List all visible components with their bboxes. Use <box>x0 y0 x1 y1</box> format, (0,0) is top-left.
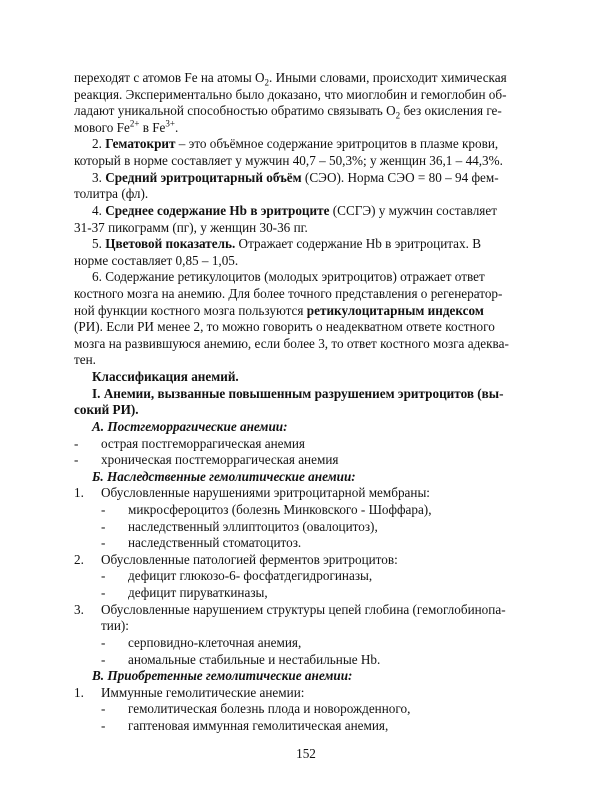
subsection-heading-b: Б. Наследственные гемолитические анемии: <box>92 469 356 484</box>
classification-heading: Классификация анемий. <box>92 369 239 384</box>
text-line: 31-37 пикограмм (пг), у женщин 30-36 пг. <box>74 220 308 235</box>
subsection-heading-a: А. Постгеморрагические анемии: <box>92 419 288 434</box>
list-item: микросфероцитоз (болезнь Минковского - Шоффара), <box>128 502 432 517</box>
list-marker: - <box>101 535 106 550</box>
list-marker: - <box>74 452 79 467</box>
text-line: норме составляет 0,85 – 1,05. <box>74 253 239 268</box>
paragraph-hematocrit: 2. Гематокрит – это объёмное содержание эритроцитов в плазме крови, <box>92 136 499 151</box>
list-group-title-cont: тии): <box>101 618 129 633</box>
list-marker: - <box>101 585 106 600</box>
list-number: 1. <box>74 485 84 500</box>
page-number: 152 <box>296 746 316 761</box>
list-item: дефицит глюкозо-6- фосфатдегидрогиназы, <box>128 568 373 583</box>
list-item: гаптеновая иммунная гемолитическая анемия, <box>128 718 389 733</box>
text-line: ной функции костного мозга пользуются ретикулоцитарным индексом <box>74 303 484 318</box>
text-line: переходят с атомов Fe на атомы $O_2$. Иными словами, происходит химическая <box>74 70 507 88</box>
list-group-title: Иммунные гемолитические анемии: <box>101 685 305 700</box>
list-marker: - <box>101 568 106 583</box>
paragraph-color-index: 5. Цветовой показатель. Отражает содержание Hb в эритроцитах. В <box>92 236 482 251</box>
text-line: тен. <box>74 352 96 367</box>
section-heading-cont: сокий РИ). <box>74 402 139 417</box>
list-item: хроническая постгеморрагическая анемия <box>101 452 339 467</box>
text-line: костного мозга на анемию. Для более точного представления о регенератор- <box>74 286 503 301</box>
list-item: гемолитическая болезнь плода и новорожденного, <box>128 701 411 716</box>
list-item: аномальные стабильные и нестабильные Hb. <box>128 652 381 667</box>
list-group-title: Обусловленные патологией ферментов эритроцитов: <box>101 552 398 567</box>
list-number: 2. <box>74 552 84 567</box>
list-marker: - <box>101 718 106 733</box>
list-group-title: Обусловленные нарушением структуры цепей глобина (гемоглобинопа- <box>101 602 506 617</box>
term-mcv: Средний эритроцитарный объём <box>105 170 302 185</box>
text-line: который в норме составляет у мужчин 40,7 – 50,3%; у женщин 36,1 – 44,3%. <box>74 153 503 168</box>
list-group-title: Обусловленные нарушениями эритроцитарной мембраны: <box>101 485 430 500</box>
paragraph-mcv: 3. Средний эритроцитарный объём (СЭО). Норма СЭО = 80 – 94 фем- <box>92 170 499 185</box>
section-heading: I. Анемии, вызванные повышенным разрушением эритроцитов (вы- <box>92 386 504 401</box>
text-line: толитра (фл). <box>74 186 149 201</box>
text-line: (РИ). Если РИ менее 2, то можно говорить о неадекватном ответе костного <box>74 319 495 334</box>
text-line: мового $Fe^{2+}$ в $Fe^{3+}$. <box>74 118 179 135</box>
list-number: 3. <box>74 602 84 617</box>
list-item: дефицит пируваткиназы, <box>128 585 268 600</box>
list-marker: - <box>101 519 106 534</box>
list-marker: - <box>74 436 79 451</box>
paragraph-mch: 4. Среднее содержание Hb в эритроците (ССГЭ) у мужчин составляет <box>92 203 497 218</box>
text-line: реакция. Экспериментально было доказано, что миоглобин и гемоглобин об- <box>74 87 507 102</box>
list-item: серповидно-клеточная анемия, <box>128 635 302 650</box>
term-hematocrit: Гематокрит <box>105 136 176 151</box>
term-color-index: Цветовой показатель. <box>105 236 236 251</box>
list-marker: - <box>101 635 106 650</box>
term-mch: Среднее содержание Hb в эритроците <box>105 203 330 218</box>
list-number: 1. <box>74 685 84 700</box>
list-item: острая постгеморрагическая анемия <box>101 436 305 451</box>
text-line: мозга на развившуюся анемию, если более 3, то ответ костного мозга адеква- <box>74 336 509 351</box>
list-item: наследственный стоматоцитоз. <box>128 535 302 550</box>
text-line: ладают уникальной способностью обратимо связывать $O_2$ без окисления ге- <box>74 103 502 121</box>
list-marker: - <box>101 502 106 517</box>
term-reticulocyte-index: ретикулоцитарным индексом <box>306 303 484 318</box>
subsection-heading-v: В. Приобретенные гемолитические анемии: <box>92 668 353 683</box>
paragraph-reticulocytes: 6. Содержание ретикулоцитов (молодых эритроцитов) отражает ответ <box>92 269 485 284</box>
list-item: наследственный эллиптоцитоз (овалоцитоз), <box>128 519 378 534</box>
list-marker: - <box>101 652 106 667</box>
list-marker: - <box>101 701 106 716</box>
